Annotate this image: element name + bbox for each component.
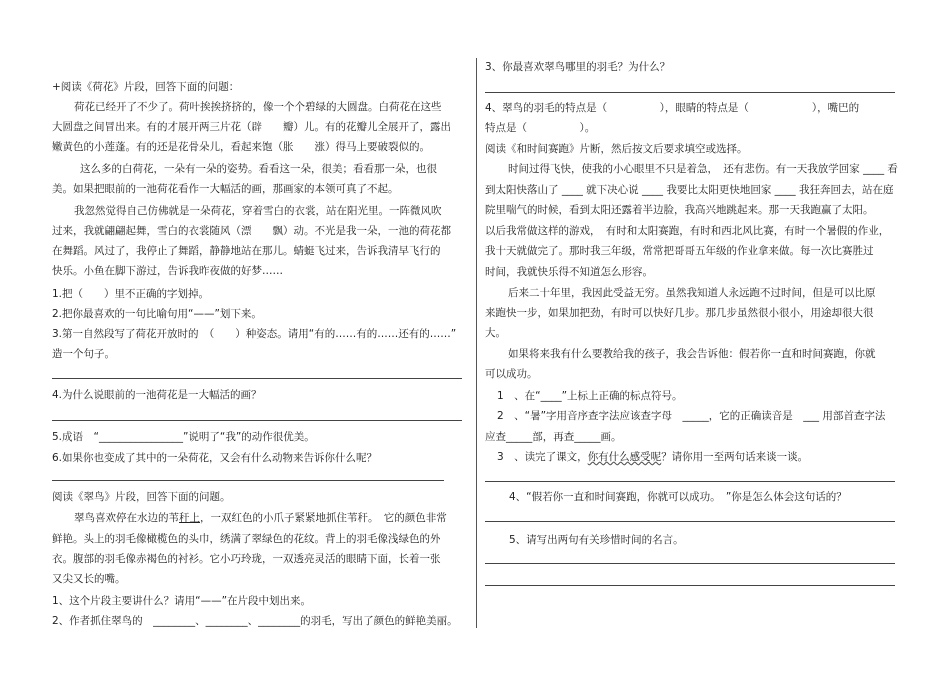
question-k4-cont: 特点是（ ）。 bbox=[485, 122, 596, 134]
passage-line: 又尖又长的嘴。 bbox=[52, 573, 126, 585]
answer-line[interactable] bbox=[52, 378, 462, 379]
passage-line: 以后我常做这样的游戏， 有时和太阳赛跑，有时和西北风比赛，有时一个暑假的作业， bbox=[485, 225, 890, 237]
question-3-cont: 造一个句子。 bbox=[52, 348, 115, 360]
heading-lotus: +阅读《荷花》片段，回答下面的问题： bbox=[52, 81, 240, 93]
passage-line: 美。如果把眼前的一池荷花看作一大幅活的画，那画家的本领可真了不起。 bbox=[52, 183, 399, 195]
passage-line: 如果将来我有什么要教给我的孩子，我会告诉他：假若你一直和时间赛跑，你就 bbox=[508, 348, 876, 360]
answer-line[interactable] bbox=[485, 92, 895, 93]
passage-line: 大圆盘之间冒出来。有的才展开两三片花（辟 瓣）儿。有的花瓣儿全展开了，露出 bbox=[52, 121, 451, 133]
wavy-underlined-phrase: 你有什么感受呢 bbox=[587, 451, 662, 463]
answer-line[interactable] bbox=[52, 420, 462, 421]
answer-line[interactable] bbox=[485, 563, 895, 564]
underlined-word: 秆上 bbox=[179, 512, 200, 524]
heading-race: 阅读《和时间赛跑》片断，然后按文后要求填空或选择。 bbox=[485, 143, 748, 155]
passage-line: 时间，我就快乐得不知道怎么形容。 bbox=[485, 266, 653, 278]
answer-line[interactable] bbox=[52, 480, 444, 481]
question-r1: 1 、在“____”上标上正确的标点符号。 bbox=[497, 390, 683, 402]
question-4: 4.为什么说眼前的一池荷花是一大幅活的画？ bbox=[52, 389, 262, 401]
question-1: 1.把（ ）里不正确的字划掉。 bbox=[52, 288, 210, 300]
heading-kingfisher: 阅读《翠鸟》片段，回答下面的问题。 bbox=[52, 491, 231, 503]
question-k3: 3、你最喜欢翠鸟哪里的羽毛？为什么？ bbox=[485, 61, 671, 73]
passage-line: 我忽然觉得自己仿佛就是一朵荷花，穿着雪白的衣裳，站在阳光里。一阵微风吹 bbox=[74, 205, 442, 217]
question-r4: 4、“假若你一直和时间赛跑，你就可以成功。 ”你是怎么体会这句话的？ bbox=[509, 491, 847, 503]
answer-line[interactable] bbox=[485, 521, 895, 522]
passage-line: 翠鸟喜欢停在水边的苇秆上，一双红色的小爪子紧紧地抓住苇秆。 它的颜色非常 bbox=[74, 512, 447, 524]
passage-line: 鲜艳。头上的羽毛像橄榄色的头巾，绣满了翠绿色的花纹。背上的羽毛像浅绿色的外 bbox=[52, 533, 441, 545]
passage-line: 我十天就做完了。那时我三年级，常常把哥哥五年级的作业拿来做。每一次比赛胜过 bbox=[485, 245, 874, 257]
question-r3: 3 、读完了课文，你有什么感受呢？请你用一至两句话来谈一谈。 bbox=[497, 451, 809, 463]
question-k4: 4、翠鸟的羽毛的特点是（ ），眼睛的特点是（ ），嘴巴的 bbox=[485, 102, 860, 114]
question-r2: 2 、“暑”字用音序查字法应该查字母 _____，它的正确读音是 ___ 用部首查字法 bbox=[497, 410, 886, 422]
passage-line: 嫩黄色的小莲蓬。有的还是花骨朵儿，看起来饱（胀 涨）得马上要破裂似的。 bbox=[52, 141, 430, 153]
passage-line: 到太阳快落山了 ____ 就下决心说 ____ 我要比太阳更快地回家 ____ 我狂奔回去，站在庭 bbox=[485, 184, 894, 196]
passage-line: 这么多的白荷花，一朵有一朵的姿势。看看这一朵，很美；看看那一朵，也很 bbox=[80, 163, 437, 175]
passage-line: 可以成功。 bbox=[485, 368, 538, 380]
column-divider bbox=[476, 58, 477, 628]
passage-line: 来跑快一步，如果加把劲，有时可以快好几步。那几步虽然很小很小，用途却很大很 bbox=[485, 307, 874, 319]
question-k2: 2、作者抓住翠鸟的 ________、________、________的羽毛，写出了颜色的鲜艳美丽。 bbox=[52, 615, 458, 627]
question-3: 3.第一自然段写了荷花开放时的 （ ）种姿态。请用“有的……有的……还有的……” bbox=[52, 328, 457, 340]
question-6: 6.如果你也变成了其中的一朵荷花，又会有什么动物来告诉你什么呢？ bbox=[52, 452, 378, 464]
question-r5: 5、请写出两句有关珍惜时间的名言。 bbox=[509, 534, 684, 546]
passage-line: 时间过得飞快，使我的小心眼里不只是着急， 还有悲伤。有一天我放学回家 ____ 看 bbox=[508, 163, 898, 175]
passage-line: 过来，我就翩翩起舞，雪白的衣裳随风（漂 飘）动。不光是我一朵，一池的荷花都 bbox=[52, 225, 451, 237]
question-r2-cont: 应查_____部，再查_____画。 bbox=[485, 431, 622, 443]
answer-line[interactable] bbox=[485, 585, 895, 586]
passage-line: 快乐。小鱼在脚下游过，告诉我昨夜做的好梦…… bbox=[52, 265, 283, 277]
passage-line: 后来二十年里，我因此受益无穷。虽然我知道人永远跑不过时间，但是可以比原 bbox=[508, 287, 876, 299]
passage-line: 院里喘气的时候，看到太阳还露着半边脸，我高兴地跳起来。那一天我跑赢了太阳。 bbox=[485, 204, 874, 216]
question-5: 5.成语 “________________”说明了“我”的动作很优美。 bbox=[52, 431, 315, 443]
passage-line: 衣。腹部的羽毛像赤褐色的衬衫。它小巧玲珑，一双透亮灵活的眼睛下面，长着一张 bbox=[52, 553, 441, 565]
passage-line: 大。 bbox=[485, 327, 506, 339]
question-2: 2.把你最喜欢的一句比喻句用“——”划下来。 bbox=[52, 308, 262, 320]
answer-line[interactable] bbox=[485, 481, 895, 482]
passage-line: 在舞蹈。风过了，我停止了舞蹈，静静地站在那儿。蜻蜓飞过来，告诉我清早飞行的 bbox=[52, 245, 441, 257]
passage-line: 荷花已经开了不少了。荷叶挨挨挤挤的，像一个个碧绿的大圆盘。白荷花在这些 bbox=[74, 101, 442, 113]
question-k1: 1、这个片段主要讲什么？请用“——”在片段中划出来。 bbox=[52, 595, 312, 607]
